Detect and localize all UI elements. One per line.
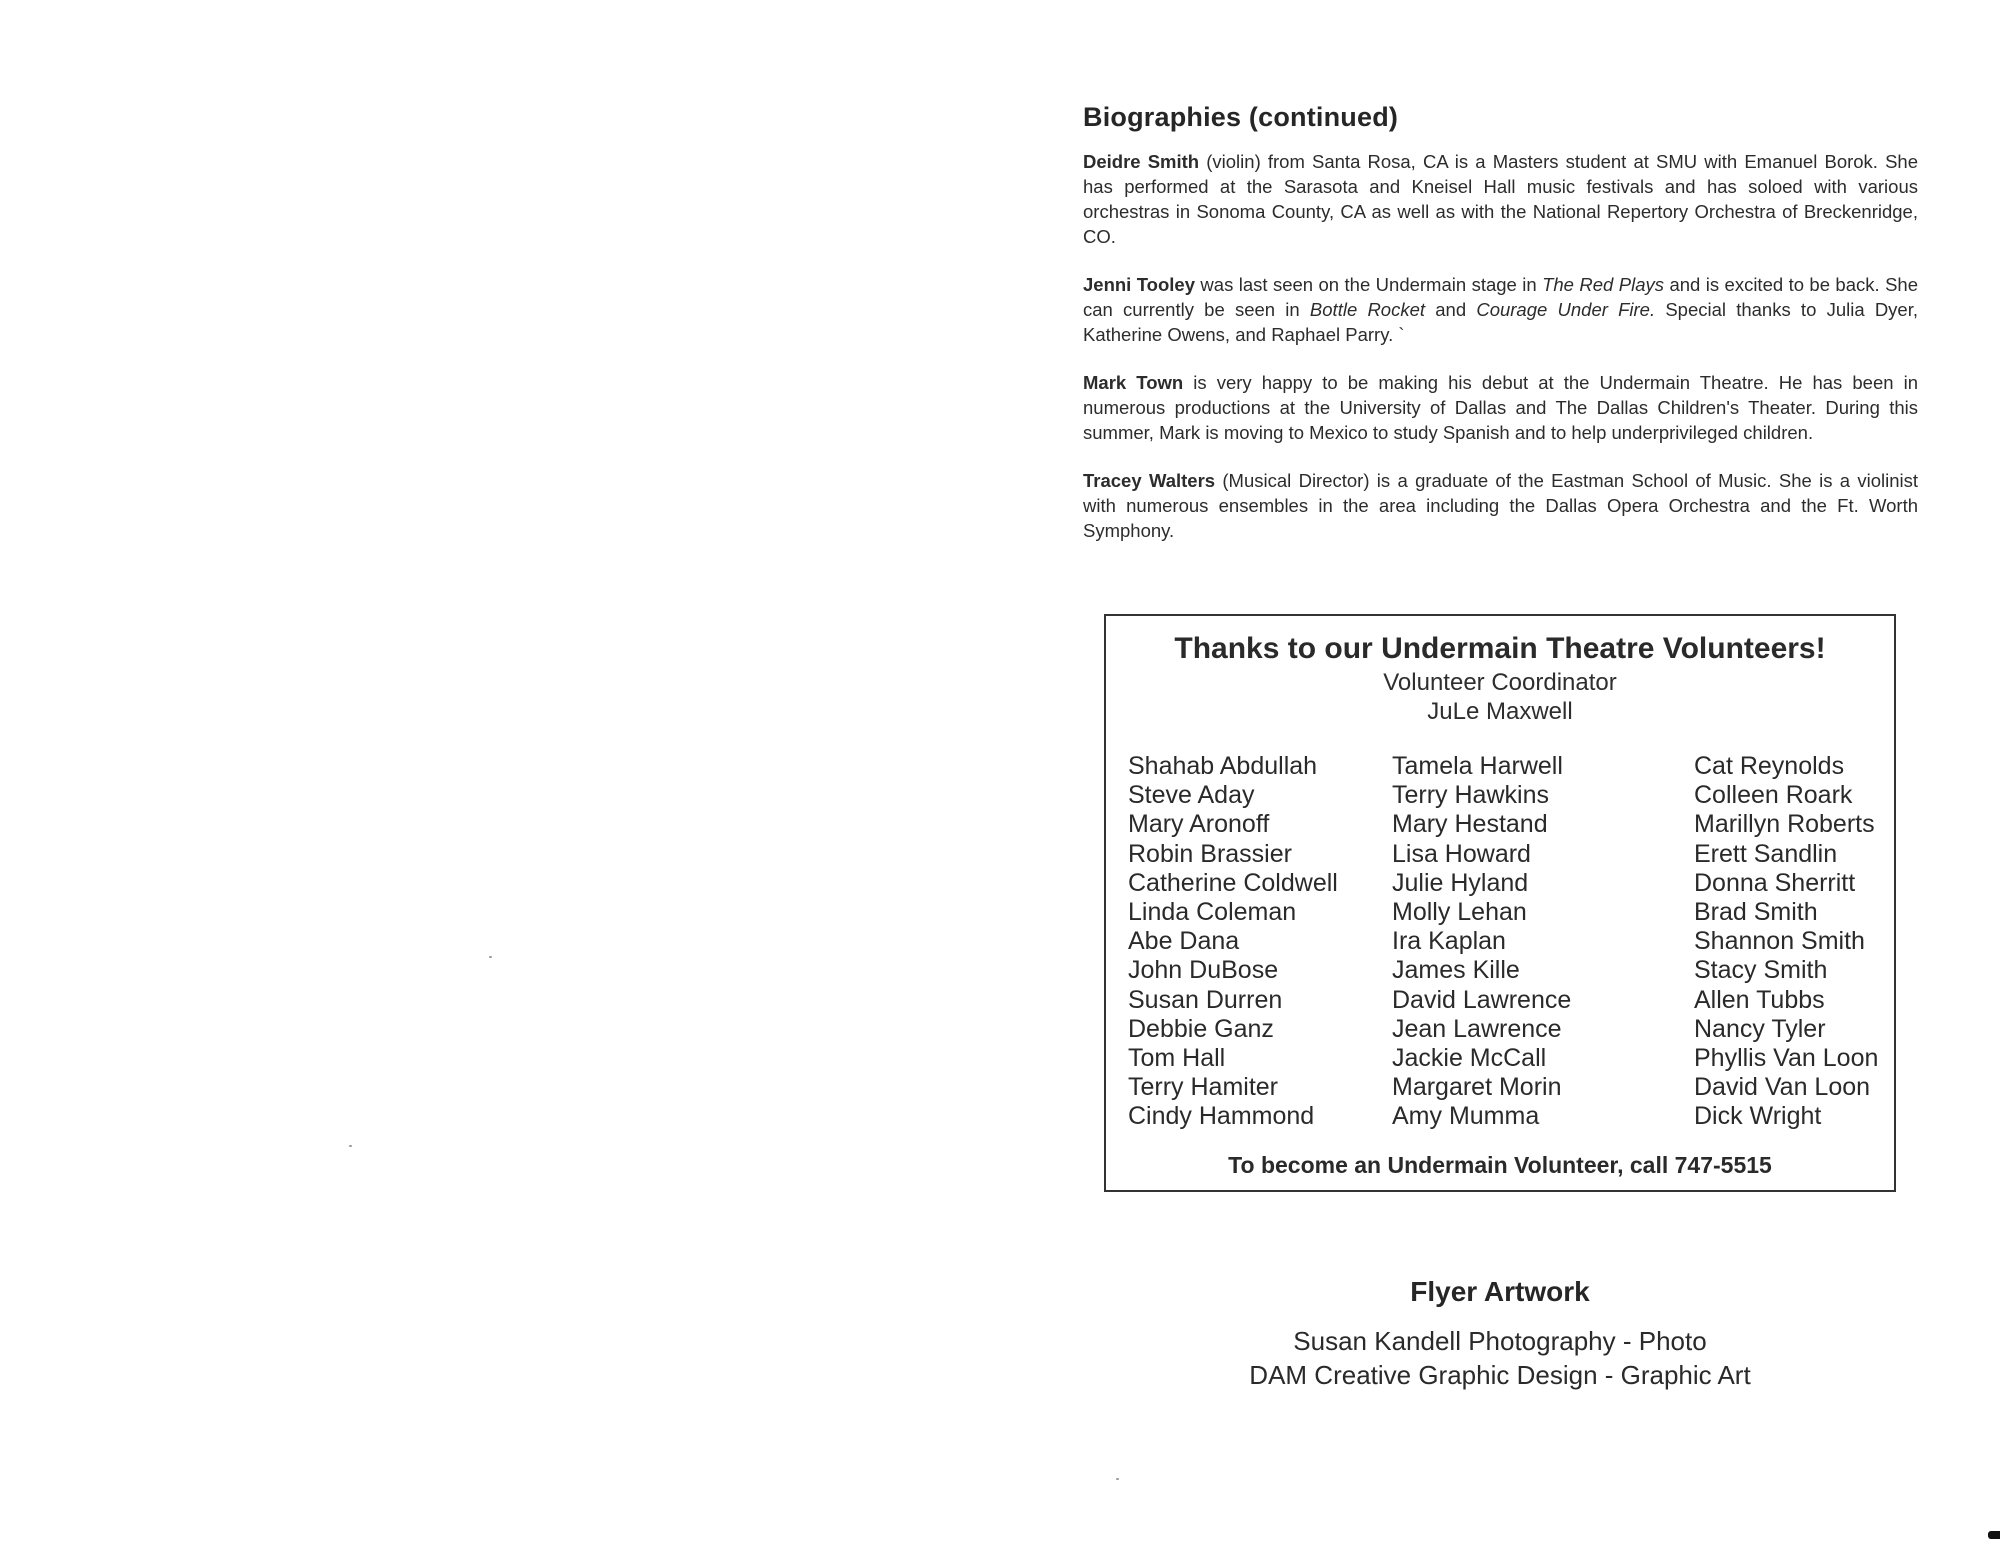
biography-name: Deidre Smith [1083, 151, 1200, 172]
coordinator-name: JuLe Maxwell [1427, 698, 1573, 725]
volunteer-name: Julie Hyland [1392, 868, 1529, 897]
volunteer-name: Erett Sandlin [1694, 839, 1838, 868]
volunteer-name: Terry Hawkins [1392, 781, 1549, 810]
coordinator-label: Volunteer Coordinator [1383, 669, 1617, 696]
biography-text: and is excited to be back. She can currently be seen in [1083, 274, 1918, 320]
volunteer-name: Tamela Harwell [1392, 752, 1563, 780]
volunteers-box [1104, 614, 1896, 1192]
volunteer-name: Jackie McCall [1392, 1044, 1547, 1073]
volunteer-name: Donna Sherritt [1694, 868, 1856, 897]
volunteer-name: James Kille [1392, 956, 1520, 985]
volunteer-column-3 [1694, 752, 1878, 1132]
flyer-credit-photo: Susan Kandell Photography - Photo [1293, 1326, 1707, 1356]
biographies-section [1083, 102, 1918, 566]
volunteer-name: Ira Kaplan [1392, 927, 1506, 956]
biography-text: and [1425, 299, 1477, 320]
volunteer-coordinator [1106, 668, 1894, 726]
flyer-credit-graphic: DAM Creative Graphic Design - Graphic Art [1249, 1360, 1751, 1390]
volunteer-column-2 [1392, 752, 1571, 1132]
scan-speck [1116, 1478, 1119, 1480]
biography-title-italic: Bottle Rocket [1309, 299, 1426, 320]
volunteer-name: Jean Lawrence [1392, 1014, 1562, 1043]
biography-list [1083, 149, 1918, 543]
flyer-artwork-heading: Flyer Artwork [1410, 1276, 1590, 1307]
biography-entry [1083, 370, 1918, 445]
biography-text: Special thanks to Julia Dyer, Katherine Owens, and Raphael Parry. ` [1083, 299, 1919, 345]
volunteer-name: Allen Tubbs [1694, 985, 1825, 1014]
volunteer-name: Margaret Morin [1392, 1073, 1562, 1102]
volunteer-name: Molly Lehan [1392, 898, 1527, 927]
volunteer-name: Mary Aronoff [1128, 810, 1270, 839]
volunteer-name: Terry Hamiter [1128, 1073, 1279, 1102]
volunteer-name: Catherine Coldwell [1128, 868, 1338, 897]
volunteer-name: Shahab Abdullah [1128, 752, 1318, 780]
volunteer-name: Nancy Tyler [1694, 1014, 1826, 1043]
biography-text: is very happy to be making his debut at the Undermain Theatre. He has been in numerous productions at the University of Dallas and The Dallas Children's Theater. During this summer, Mark is moving to Mexico to study Spanish and to help underprivileged children. [1083, 372, 1918, 443]
volunteer-name: Amy Mumma [1392, 1102, 1540, 1131]
volunteer-name: Brad Smith [1694, 898, 1818, 927]
scan-speck [349, 1145, 352, 1147]
volunteer-name: John DuBose [1128, 956, 1279, 985]
biographies-heading: Biographies (continued) [1083, 102, 1399, 132]
volunteer-name: Phyllis Van Loon [1694, 1044, 1879, 1073]
volunteer-name: Mary Hestand [1392, 810, 1548, 839]
volunteer-name: Cat Reynolds [1694, 752, 1845, 780]
volunteer-column-1 [1128, 752, 1338, 1132]
scan-speck [489, 956, 492, 958]
biography-text: was last seen on the Undermain stage in [1195, 274, 1543, 295]
volunteer-name: Cindy Hammond [1128, 1102, 1315, 1131]
volunteers-title: Thanks to our Undermain Theatre Volunteers! [1174, 632, 1826, 665]
biography-text: (violin) from Santa Rosa, CA is a Masters student at SMU with Emanuel Borok. She has performed at the Sarasota and Kneisel Hall music festivals and has soloed with various orchestras in Sonoma County, CA as well as with the National Repertory Orchestra of Breckenridge, CO. [1083, 151, 1918, 247]
biography-entry [1083, 272, 1918, 347]
volunteer-name: Robin Brassier [1128, 839, 1292, 868]
volunteer-name: Tom Hall [1128, 1044, 1226, 1073]
biography-entry [1083, 149, 1918, 249]
volunteer-name: Marillyn Roberts [1694, 810, 1875, 839]
scan-edge-mark [1988, 1531, 2000, 1539]
volunteer-name: Susan Durren [1128, 985, 1283, 1014]
volunteer-name: Abe Dana [1128, 927, 1240, 956]
biography-name: Mark Town [1083, 372, 1184, 393]
volunteer-name: Dick Wright [1694, 1102, 1822, 1131]
flyer-artwork-section [1104, 1276, 1896, 1392]
volunteer-name: Stacy Smith [1694, 956, 1828, 985]
biography-name: Tracey Walters [1083, 470, 1216, 491]
biography-entry [1083, 468, 1918, 543]
volunteer-name: David Lawrence [1392, 985, 1572, 1014]
biography-title-italic: The Red Plays [1542, 274, 1665, 295]
volunteer-name: Linda Coleman [1128, 898, 1297, 927]
biography-text: (Musical Director) is a graduate of the Eastman School of Music. She is a violinist with numerous ensembles in the area including the Dallas Opera Orchestra and the Ft. Worth Symphony. [1083, 470, 1919, 541]
volunteer-name: David Van Loon [1694, 1073, 1871, 1102]
biography-name: Jenni Tooley [1083, 274, 1195, 295]
volunteer-name: Shannon Smith [1694, 927, 1865, 956]
volunteer-call-to-action: To become an Undermain Volunteer, call 747-5515 [1228, 1152, 1772, 1178]
biography-title-italic: Courage Under Fire. [1476, 299, 1656, 320]
volunteer-name: Lisa Howard [1392, 839, 1531, 868]
volunteer-name: Debbie Ganz [1128, 1014, 1274, 1043]
volunteer-name: Steve Aday [1128, 781, 1255, 810]
volunteer-name: Colleen Roark [1694, 781, 1853, 810]
